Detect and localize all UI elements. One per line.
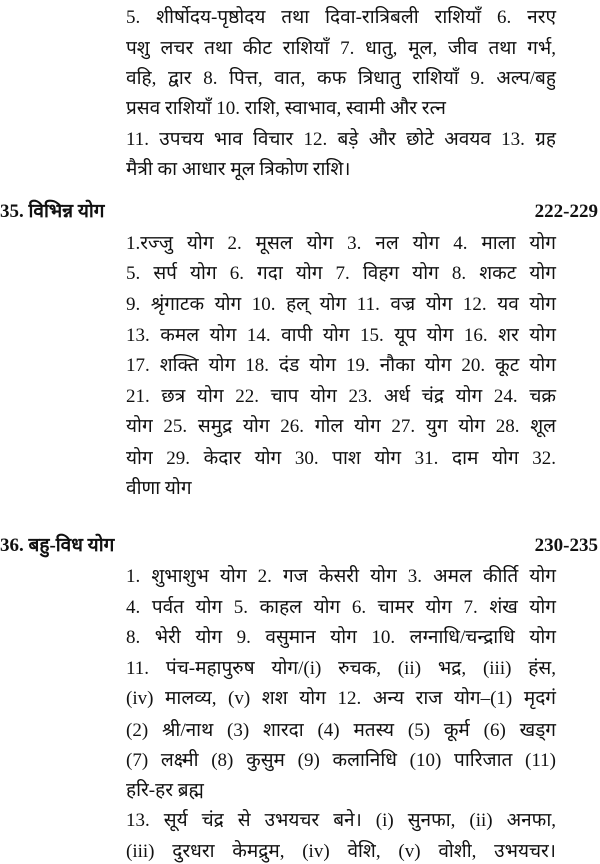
text-line: मैत्री का आधार मूल त्रिकोण राशि। [126, 159, 351, 180]
text-line: 11. उपचय भाव विचार 12. बड़े और छोटे अवयव 13. ग्रह [126, 129, 556, 150]
text-line: 21. छत्र योग 22. चाप योग 23. अर्ध चंद्र योग 24. चक्र [126, 386, 556, 407]
text-line: 11. पंच-महापुरुष योग/(i) रुचक, (ii) भद्र, (iii) हंस, [126, 658, 556, 679]
text-line: (iii) दुरधरा केमद्रुम, (iv) वेशि, (v) वोशी, उभयचर। [126, 841, 556, 862]
text-line: 5. शीर्षोदय-पृष्ठोदय तथा दिवा-रात्रिबली राशियाँ 6. नरए [126, 7, 556, 28]
text-line: (2) श्री/नाथ (3) शारदा (4) मतस्य (5) कूर्म (6) खड्ग [126, 720, 556, 741]
section-title: 36. बहु-विध योग [0, 535, 115, 556]
text-line: योग 29. केदार योग 30. पाश योग 31. दाम योग 32. [126, 448, 556, 469]
text-line: 1.रज्जु योग 2. मूसल योग 3. नल योग 4. माला योग [126, 233, 556, 254]
text-line: 9. श्रृंगाटक योग 10. हल् योग 11. वज्र योग 12. यव योग [126, 294, 556, 315]
text-line: हरि-हर ब्रह्म [126, 780, 204, 801]
text-line: 13. कमल योग 14. वापी योग 15. यूप योग 16. शर योग [126, 325, 556, 346]
text-line: (7) लक्ष्मी (8) कुसुम (9) कलानिधि (10) पारिजात (11) [126, 750, 556, 771]
text-line: 13. सूर्य चंद्र से उभयचर बने। (i) सुनफा, (ii) अनफा, [126, 810, 556, 831]
section-heading [0, 200, 598, 224]
text-line: 17. शक्ति योग 18. दंड योग 19. नौका योग 20. कूट योग [126, 355, 556, 376]
text-line: पशु लचर तथा कीट राशियाँ 7. धातु, मूल, जीव तथा गर्भ, [126, 38, 556, 59]
text-line: वीणा योग [126, 478, 192, 499]
text-line: योग 25. समुद्र योग 26. गोल योग 27. युग योग 28. शूल [126, 416, 556, 437]
page-range: 230-235 [534, 535, 598, 556]
text-line: वहि, द्वार 8. पित्त, वात, कफ त्रिधातु राशियाँ 9. अल्प/बहु [126, 68, 556, 89]
text-line: 1. शुभाशुभ योग 2. गज केसरी योग 3. अमल कीर्ति योग [126, 566, 556, 587]
section-title: 35. विभिन्न योग [0, 201, 105, 222]
page-range: 222-229 [534, 201, 598, 222]
text-line: 8. भेरी योग 9. वसुमान योग 10. लग्नाधि/चन्द्राधि योग [126, 627, 556, 648]
text-line: प्रसव राशियाँ 10. राशि, स्वाभाव, स्वामी और रत्न [126, 98, 446, 119]
section-heading [0, 534, 598, 558]
text-line: 5. सर्प योग 6. गदा योग 7. विहग योग 8. शकट योग [126, 263, 556, 284]
text-line: (iv) मालव्य, (v) शश योग 12. अन्य राज योग–(1) मृदगं [126, 688, 556, 709]
text-line: 4. पर्वत योग 5. काहल योग 6. चामर योग 7. शंख योग [126, 597, 556, 618]
